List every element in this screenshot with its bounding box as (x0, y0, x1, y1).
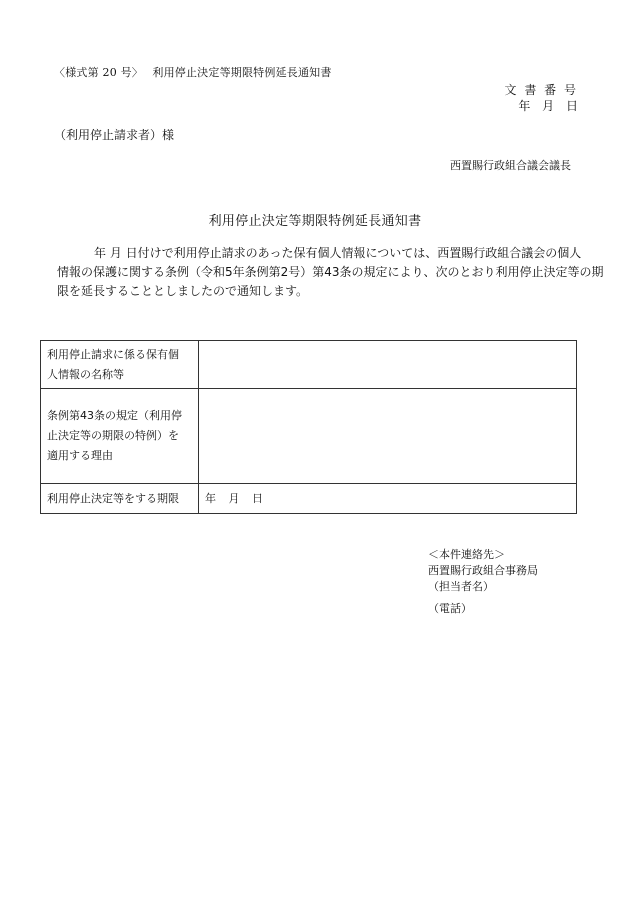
row2-value-cell (199, 389, 577, 484)
contact-heading: ＜本件連絡先＞ (428, 548, 505, 561)
row2-label-line1: 条例第43条の規定（利用停 (47, 409, 182, 422)
body-line-2: 情報の保護に関する条例（令和5年条例第2号）第43条の規定により、次のとおり利用停止決定等の期 (57, 265, 604, 279)
body-line-1: 年 月 日付けで利用停止請求のあった保有個人情報については、西置賜行政組合議会の個人 (94, 246, 582, 260)
table-row (41, 389, 577, 484)
row1-label-line2: 人情報の名称等 (47, 367, 124, 381)
table-row (41, 341, 577, 389)
info-table (40, 340, 577, 514)
sender: 西置賜行政組合議会議長 (450, 159, 571, 172)
recipient: （利用停止請求者）様 (54, 128, 175, 142)
row2-label-line3: 適用する理由 (47, 449, 113, 462)
contact-person: （担当者名） (428, 580, 494, 593)
table-label-cell (41, 389, 199, 484)
contact-phone: （電話） (428, 602, 472, 615)
contact-block (428, 547, 538, 617)
row3-value-cell: 年 月 日 (199, 484, 577, 514)
contact-office: 西置賜行政組合事務局 (428, 564, 538, 577)
row1-label-line1: 利用停止請求に係る保有個 (47, 347, 179, 361)
document-number-label: 文 書 番 号 (504, 83, 578, 97)
row1-value-cell (199, 341, 577, 389)
body-line-3: 限を延長することとしましたので通知します。 (57, 284, 309, 298)
body-paragraph (57, 244, 604, 301)
document-title: 利用停止決定等期限特例延長通知書 (208, 214, 422, 229)
form-number: 〈様式第 20 号〉 利用停止決定等期限特例延長通知書 (54, 66, 332, 79)
row3-label-cell: 利用停止決定等をする期限 (41, 484, 199, 514)
document-date-label: 年 月 日 (518, 99, 578, 113)
table-row (41, 484, 577, 514)
table-label-cell (41, 341, 199, 389)
row2-label-line2: 止決定等の期限の特例）を (47, 429, 179, 442)
